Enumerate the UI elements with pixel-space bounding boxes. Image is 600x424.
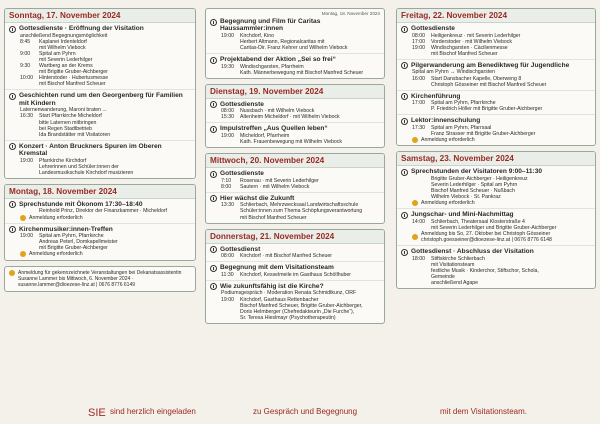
event-title-text: Geschichten rund um den Georgenberg für Familien mit Kindern — [19, 92, 183, 107]
event-row — [210, 184, 380, 190]
event-row — [210, 315, 380, 321]
event-detail: mit Visitationsteam — [431, 261, 475, 268]
event-row — [401, 106, 591, 112]
event-time — [221, 70, 237, 76]
registration-icon — [412, 200, 418, 206]
event-detail: Kath. Frauenbewegung mit Wilhelm Viebock — [240, 139, 342, 146]
event-row — [401, 51, 591, 57]
event-detail: mit Bischof Manfred Scheuer — [240, 214, 307, 221]
registration-note — [401, 137, 591, 143]
event-title — [401, 117, 591, 125]
clock-icon — [9, 93, 16, 100]
event-detail: Nussbach · mit Wilhelm Viebock — [240, 108, 315, 115]
event-time: 8:00 — [221, 183, 232, 190]
event-title-text: Kirchenmusiker:innen-Treffen — [19, 225, 113, 233]
event-time: 11:30 — [221, 271, 234, 278]
day-card — [205, 84, 385, 148]
event-row — [9, 81, 191, 87]
event-title — [9, 201, 191, 209]
event-item — [5, 141, 195, 178]
event-title — [210, 101, 380, 109]
event-time: 13:30 — [221, 202, 234, 209]
event-subtitle: Podiumsgespräch · Moderation Renata Schmidtkunz, ORF — [221, 290, 357, 297]
day-card — [205, 153, 385, 223]
day-header: Freitag, 22. November 2024 — [397, 9, 595, 23]
event-item — [5, 199, 195, 224]
event-detail: Brigitte Gruber-Aichberger · Heiligenkreuz — [431, 175, 528, 182]
registration-text: Anmeldung erforderlich — [421, 200, 475, 207]
event-title — [9, 226, 191, 234]
event-time: 16:30 — [20, 113, 33, 120]
event-time: 19:00 — [20, 157, 33, 164]
event-row — [210, 45, 380, 51]
event-item — [397, 60, 595, 91]
event-item — [206, 123, 384, 147]
event-time: 08:00 — [412, 32, 425, 39]
event-detail: festliche Musik · Kinderchor, Stiftschor, Schola, — [431, 267, 539, 274]
event-detail: P. Friedrich Höller mit Brigitte Gruber-Aichberger — [431, 106, 543, 113]
event-detail: Schlierbach, Mehrzwecksaal Landwirtschaftsschule — [240, 202, 359, 209]
event-detail: Landesmusikschule Kirchdorf musizieren — [39, 169, 134, 176]
column-left — [4, 8, 196, 292]
event-item — [5, 90, 195, 140]
event-detail: Spital am Pyhrn — [39, 50, 76, 57]
event-detail: Kirchdorf, Kino — [240, 32, 275, 39]
event-row — [401, 280, 591, 286]
event-detail: Windischgarsten, Pfarrheim — [240, 63, 304, 70]
event-detail: Ida Brandstätter mit Visitatoren — [39, 131, 111, 138]
day-card — [396, 8, 596, 146]
event-title-text: Projektabend der Aktion „Sei so frei“ — [220, 56, 336, 64]
clock-icon — [210, 195, 217, 202]
event-title — [210, 283, 380, 291]
event-time: 17:00 — [412, 100, 425, 107]
event-detail: Start Pfarrkirche Micheldorf — [39, 113, 102, 120]
event-time — [412, 280, 428, 286]
event-detail: Heiligenkreuz · mit Severin Lederhilger — [431, 32, 521, 39]
registration-text: Anmeldung erforderlich — [29, 251, 83, 258]
clock-icon — [210, 126, 217, 133]
event-title — [401, 248, 591, 256]
event-time — [20, 170, 36, 176]
event-detail: Severin Lederhilger · Spital am Pyhrn — [431, 181, 518, 188]
day-header: Montag, 18. November 2024 — [5, 185, 195, 199]
event-time: 19:00 — [221, 32, 234, 39]
event-detail: mit Bischof Manfred Scheuer — [431, 50, 498, 57]
day-header: Sonntag, 17. November 2024 — [5, 9, 195, 23]
event-detail: Caritas-Dir. Franz Kehrer und Wilhelm Viebock — [240, 45, 348, 51]
event-item — [397, 209, 595, 246]
event-time — [412, 106, 428, 112]
clock-icon — [9, 26, 16, 33]
clock-icon — [210, 171, 217, 178]
event-item — [5, 23, 195, 90]
clock-icon — [401, 62, 408, 69]
event-item — [206, 16, 384, 54]
event-time: 16:00 — [412, 75, 425, 82]
event-time: 10:00 — [20, 75, 33, 82]
event-title-text: Begegnung und Film für Caritas Haussammler:innen — [220, 18, 321, 33]
event-item — [206, 54, 384, 78]
event-title — [210, 18, 380, 33]
registration-text: Anmeldung erforderlich — [29, 214, 83, 221]
event-title — [401, 93, 591, 101]
event-title — [210, 125, 380, 133]
event-item — [397, 246, 595, 288]
event-subtitle: anschließend Begegnungsmöglichkeit — [20, 32, 108, 39]
event-title-text: Hier wächst die Zukunft — [220, 194, 295, 202]
registration-info-text: Anmeldung für gekennzeichnete Veranstaltungen bei Dekanatsassistentin Susanne Lammer bis Mittwoch, 6. November 2024 · susanne.lammer@dioezese-linz.at | 0676 8776 6149 — [18, 269, 182, 288]
event-detail: Spital am Pyhrn, Pfarrsaal — [431, 124, 492, 131]
event-item — [397, 91, 595, 116]
event-title — [210, 195, 380, 203]
event-detail: Wartberg an der Krems — [39, 63, 93, 70]
event-detail: mit Wilhelm Viebock — [39, 44, 86, 51]
event-time — [221, 139, 237, 145]
clock-icon — [210, 283, 217, 290]
date-note: Montag, 18. November 2024 — [321, 11, 380, 16]
event-title-text: Sprechstunden der Visitatoren 9:00–11:30 — [411, 168, 543, 176]
footer-right: mit dem Visitationsteam. — [440, 407, 527, 416]
event-detail: bei Regen Stadtbetrieb — [39, 125, 93, 132]
registration-note — [401, 200, 591, 206]
event-time: 19:00 — [221, 296, 234, 303]
event-time: 19:00 — [20, 233, 33, 240]
event-title — [210, 264, 380, 272]
event-title-text: Pilgerwanderung am Benediktweg für Jugendliche — [411, 61, 570, 69]
clock-icon — [9, 143, 16, 150]
event-detail: mit Severin Lederhilger — [39, 56, 93, 63]
event-title-text: Impulstreffen „Aus Quellen leben“ — [220, 125, 328, 133]
event-time — [20, 81, 36, 87]
event-row — [210, 114, 380, 120]
clock-icon — [401, 249, 408, 256]
event-subtitle: Laternenwanderung, Maroni braten ... — [20, 107, 107, 114]
clock-icon — [210, 265, 217, 272]
event-detail: mit Brigitte Gruber-Aichberger — [39, 245, 108, 252]
clock-icon — [401, 169, 408, 176]
footer-middle: zu Gespräch und Begegnung — [253, 407, 358, 416]
event-detail: Sr. Teresa Hieslmayr (Psychotherapeutin) — [240, 314, 336, 321]
event-time: 19:30 — [221, 63, 234, 70]
event-detail: Spital am Pyhrn, Pfarrkirche — [39, 233, 104, 240]
day-card — [4, 184, 196, 261]
event-time: 9:30 — [20, 63, 31, 70]
event-title-text: Sprechstunde mit Ökonom 17:30–18:40 — [19, 200, 143, 208]
clock-icon — [9, 201, 16, 208]
registration-info — [4, 266, 196, 292]
event-detail: Sautern · mit Wilhelm Viebock — [240, 183, 310, 190]
registration-icon — [9, 270, 15, 276]
event-row — [210, 139, 380, 145]
event-time: 08:00 — [221, 253, 234, 260]
event-title — [210, 170, 380, 178]
event-time: 08:00 — [221, 108, 234, 115]
column-middle — [205, 8, 385, 324]
event-detail: Wilhelm Viebock · St. Pankraz — [431, 194, 501, 201]
event-title — [9, 25, 191, 33]
clock-icon — [401, 26, 408, 33]
clock-icon — [210, 57, 217, 64]
event-item — [206, 99, 384, 124]
event-time: 9:00 — [20, 50, 31, 57]
event-title-text: Kirchenführung — [411, 92, 461, 100]
event-row — [401, 82, 591, 88]
clock-icon — [401, 212, 408, 219]
event-title — [9, 92, 191, 107]
event-detail: Reinhold Prinz, Direktor der Finanzkammer · Micheldorf — [39, 208, 168, 215]
event-detail: Doris Helmberger (Chefredakteurin „Die Furche“), — [240, 308, 355, 315]
event-detail: Start Dansbacher Kapelle, Oberweng 8 — [431, 75, 522, 82]
event-title — [401, 25, 591, 33]
clock-icon — [9, 226, 16, 233]
event-title-text: Jungschar- und Mini-Nachmittag — [411, 211, 514, 219]
event-detail: Herbert Altmann, Regionalcaritas mit — [240, 38, 325, 45]
event-time: 14:00 — [412, 218, 425, 225]
event-detail: Pfarrkirche Kirchdorf — [39, 157, 87, 164]
event-detail: Spital am Pyhrn, Pfarrkirche — [431, 100, 496, 107]
event-title — [210, 246, 380, 254]
day-header: Dienstag, 19. November 2024 — [206, 85, 384, 99]
clock-icon — [210, 101, 217, 108]
event-title — [9, 143, 191, 158]
clock-icon — [401, 118, 408, 125]
event-detail: Kirchdorf · mit Bischof Manfred Scheuer — [240, 253, 332, 260]
event-item — [206, 244, 384, 263]
event-detail: Franz Strasser mit Brigitte Gruber-Aichberger — [431, 131, 536, 138]
registration-icon — [412, 137, 418, 143]
event-detail: Bischof Manfred Scheuer, Brigitte Gruber-Aichberger, — [240, 302, 363, 309]
event-detail: Stiftskirche Schlierbach — [431, 255, 485, 262]
event-time: 19:00 — [221, 132, 234, 139]
event-time: 18:00 — [412, 255, 425, 262]
event-time: 8:45 — [20, 38, 31, 45]
event-detail: Micheldorf, Pfarrheim — [240, 132, 290, 139]
event-title-text: Gottesdienste · Eröffnung der Visitation — [19, 25, 144, 32]
clock-icon — [210, 246, 217, 253]
registration-icon — [412, 234, 418, 240]
registration-text: Anmeldung bis So, 27. Oktober bei Christoph Gösseiner christoph.goesseiner@dioezese-linz.at | 0676 8776 6148 — [421, 230, 552, 243]
event-title-text: Konzert · Anton Bruckners Spuren im Oberen Kremstal — [19, 142, 162, 158]
event-detail: Kirchdorf, Kesselmeile im Gasthaus Schöllhuber — [240, 271, 352, 278]
event-title-text: Begegnung mit dem Visitationsteam — [220, 264, 334, 272]
event-time: 15:30 — [221, 114, 234, 121]
clock-icon — [401, 93, 408, 100]
event-time — [412, 51, 428, 57]
event-title-text: Wie zukunftsfähig ist die Kirche? — [220, 282, 324, 290]
event-item — [397, 115, 595, 145]
event-detail: Vorderstoder · mit Wilhelm Viebock — [431, 38, 512, 45]
event-time — [221, 45, 237, 51]
day-header: Mittwoch, 20. November 2024 — [206, 154, 384, 168]
registration-icon — [20, 215, 26, 221]
event-detail: mit Severin Lederhilger und Brigitte Gruber-Aichberger — [431, 224, 557, 231]
event-row — [9, 170, 191, 176]
day-card — [205, 8, 385, 79]
event-item — [206, 168, 384, 193]
event-detail: Kaplanei Irdenteldorf — [39, 38, 87, 45]
registration-icon — [20, 251, 26, 257]
event-item — [397, 166, 595, 209]
event-item — [206, 281, 384, 323]
event-detail: Rosenau · mit Severin Lederhilger — [240, 177, 319, 184]
column-right — [396, 8, 596, 289]
event-title-text: Gottesdienste — [411, 25, 455, 32]
event-title-text: Gottesdienst — [220, 245, 261, 253]
event-item — [5, 224, 195, 260]
event-title — [401, 168, 591, 176]
event-title — [401, 211, 591, 219]
event-detail: Schüler:innen zum Thema Schöpfungsverantwortung — [240, 208, 363, 215]
event-title-text: Gottesdienst · Abschluss der Visitation — [411, 248, 534, 256]
day-card — [4, 8, 196, 179]
event-row — [210, 253, 380, 259]
day-header: Samstag, 23. November 2024 — [397, 152, 595, 166]
day-card — [205, 229, 385, 324]
registration-note — [9, 251, 191, 257]
event-time: 17:30 — [412, 124, 425, 131]
event-time: 7:10 — [221, 177, 232, 184]
event-time — [221, 215, 237, 221]
event-detail: Kath. Männerbewegung mit Bischof Manfred Scheuer — [240, 69, 364, 76]
event-subtitle: Spital am Pyhrn → Windischgarsten — [412, 69, 496, 76]
event-detail: Altenheim Micheldorf · mit Wilhelm Viebock — [240, 114, 340, 121]
footer-sie: SIE — [88, 407, 106, 419]
event-row — [9, 132, 191, 138]
event-detail: bitte Laternen mitbringen — [39, 119, 97, 126]
event-time — [412, 82, 428, 88]
registration-note — [401, 231, 591, 243]
event-detail: Gemeinde — [431, 273, 455, 280]
event-detail: Hinterstoder · Hubertusmesse — [39, 75, 109, 82]
event-detail: Schlierbach, Theatersaal Klosterstraße 4 — [431, 218, 525, 225]
event-row — [210, 215, 380, 221]
day-header: Donnerstag, 21. November 2024 — [206, 230, 384, 244]
event-detail: mit Brigitte Gruber-Aichberger — [39, 69, 108, 76]
event-title — [210, 56, 380, 64]
event-row — [210, 70, 380, 76]
event-title — [401, 62, 591, 70]
event-time — [221, 315, 237, 321]
event-detail: Andreas Peterl, Domkapellmeister — [39, 239, 118, 246]
event-title-text: Gottesdienste — [220, 100, 264, 108]
event-detail: Kirchdorf, Gasthaus Rettenbacher — [240, 296, 319, 303]
event-detail: mit Bischof Manfred Scheuer — [39, 81, 106, 88]
event-detail: Christoph Gösseiner mit Bischof Manfred Scheuer — [431, 81, 547, 88]
event-detail: anschließend Agape — [431, 279, 479, 286]
event-time — [20, 132, 36, 138]
event-time: 17:00 — [412, 38, 425, 45]
clock-icon — [210, 19, 217, 26]
footer-left: sind herzlich eingeladen — [110, 407, 196, 416]
registration-note — [9, 215, 191, 221]
event-detail: Bischof Manfred Scheuer · Nußbach — [431, 187, 515, 194]
event-detail: Lehrerinnen und Schüler:innen der — [39, 163, 119, 170]
event-detail: Windischgarsten · Cäcilienmesse — [431, 44, 508, 51]
event-item — [206, 262, 384, 281]
event-title-text: Lektor:innenschulung — [411, 117, 481, 125]
event-item — [397, 23, 595, 60]
event-time: 19:00 — [412, 44, 425, 51]
event-item — [206, 193, 384, 223]
day-card — [396, 151, 596, 289]
registration-text: Anmeldung erforderlich — [421, 137, 475, 144]
event-title-text: Gottesdienste — [220, 170, 264, 178]
event-row — [210, 272, 380, 278]
